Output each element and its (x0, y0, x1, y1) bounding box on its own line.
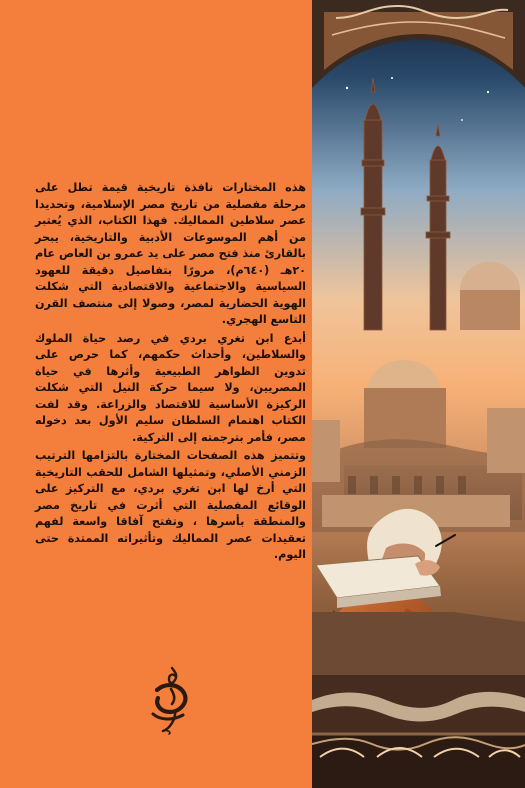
cover-description (35, 180, 306, 566)
description-paragraph-3: وتتميز هذه الصفحات المختارة بالتزامها الترتيب الزمني الأصلي، وتمثيلها الشامل للحقب التاريخية التي أرخ لها ابن تغري بردي، مع التركيز على الوقائع المفصلية التي أثرت في تاريخ مصر والمنطقة بأسرها ، وتفتح آفاقا واسعة لفهم تعقيدات عصر المماليك وتأثيراته الممتدة حتى اليوم. (35, 449, 306, 561)
publisher-logo (145, 665, 197, 735)
description-paragraph-2: أبدع ابن تغري بردي في رصد حياة الملوك والسلاطين، وأحداث حكمهم، كما حرص على تدوين الظواهر الطبيعية وأثرها في حياة المصريين، ولا سيما حركة النيل التي شكلت الركيزة الأساسية للاقتصاد والزراعة. وقد لفت الكتاب اهتمام السلطان سليم الأول بعد دخوله مصر، فأمر بترجمته إلى التركية. (35, 331, 306, 444)
illustration-artwork (312, 0, 525, 788)
description-paragraph-1: هذه المختارات نافذة تاريخية قيمة تطل على مرحلة مفصلية من تاريخ مصر الإسلامية، وتحديدا عصر سلاطين المماليك. فهذا الكتاب، الذي يُعتبر من أهم الموسوعات الأدبية والتاريخية، يبحر بالقارئ منذ فتح مصر على يد عمرو بن العاص عام ٢٠هـ (٦٤٠م)، مرورًا بتفاصيل دقيقة للعهود السياسية والاجتماعية والاقتصادية التي شكلت الهوية الحضارية لمصر، وصولا إلى منتصف القرن التاسع الهجري. (35, 181, 306, 326)
cover-illustration (312, 0, 525, 788)
publisher-logo-icon (145, 665, 197, 735)
